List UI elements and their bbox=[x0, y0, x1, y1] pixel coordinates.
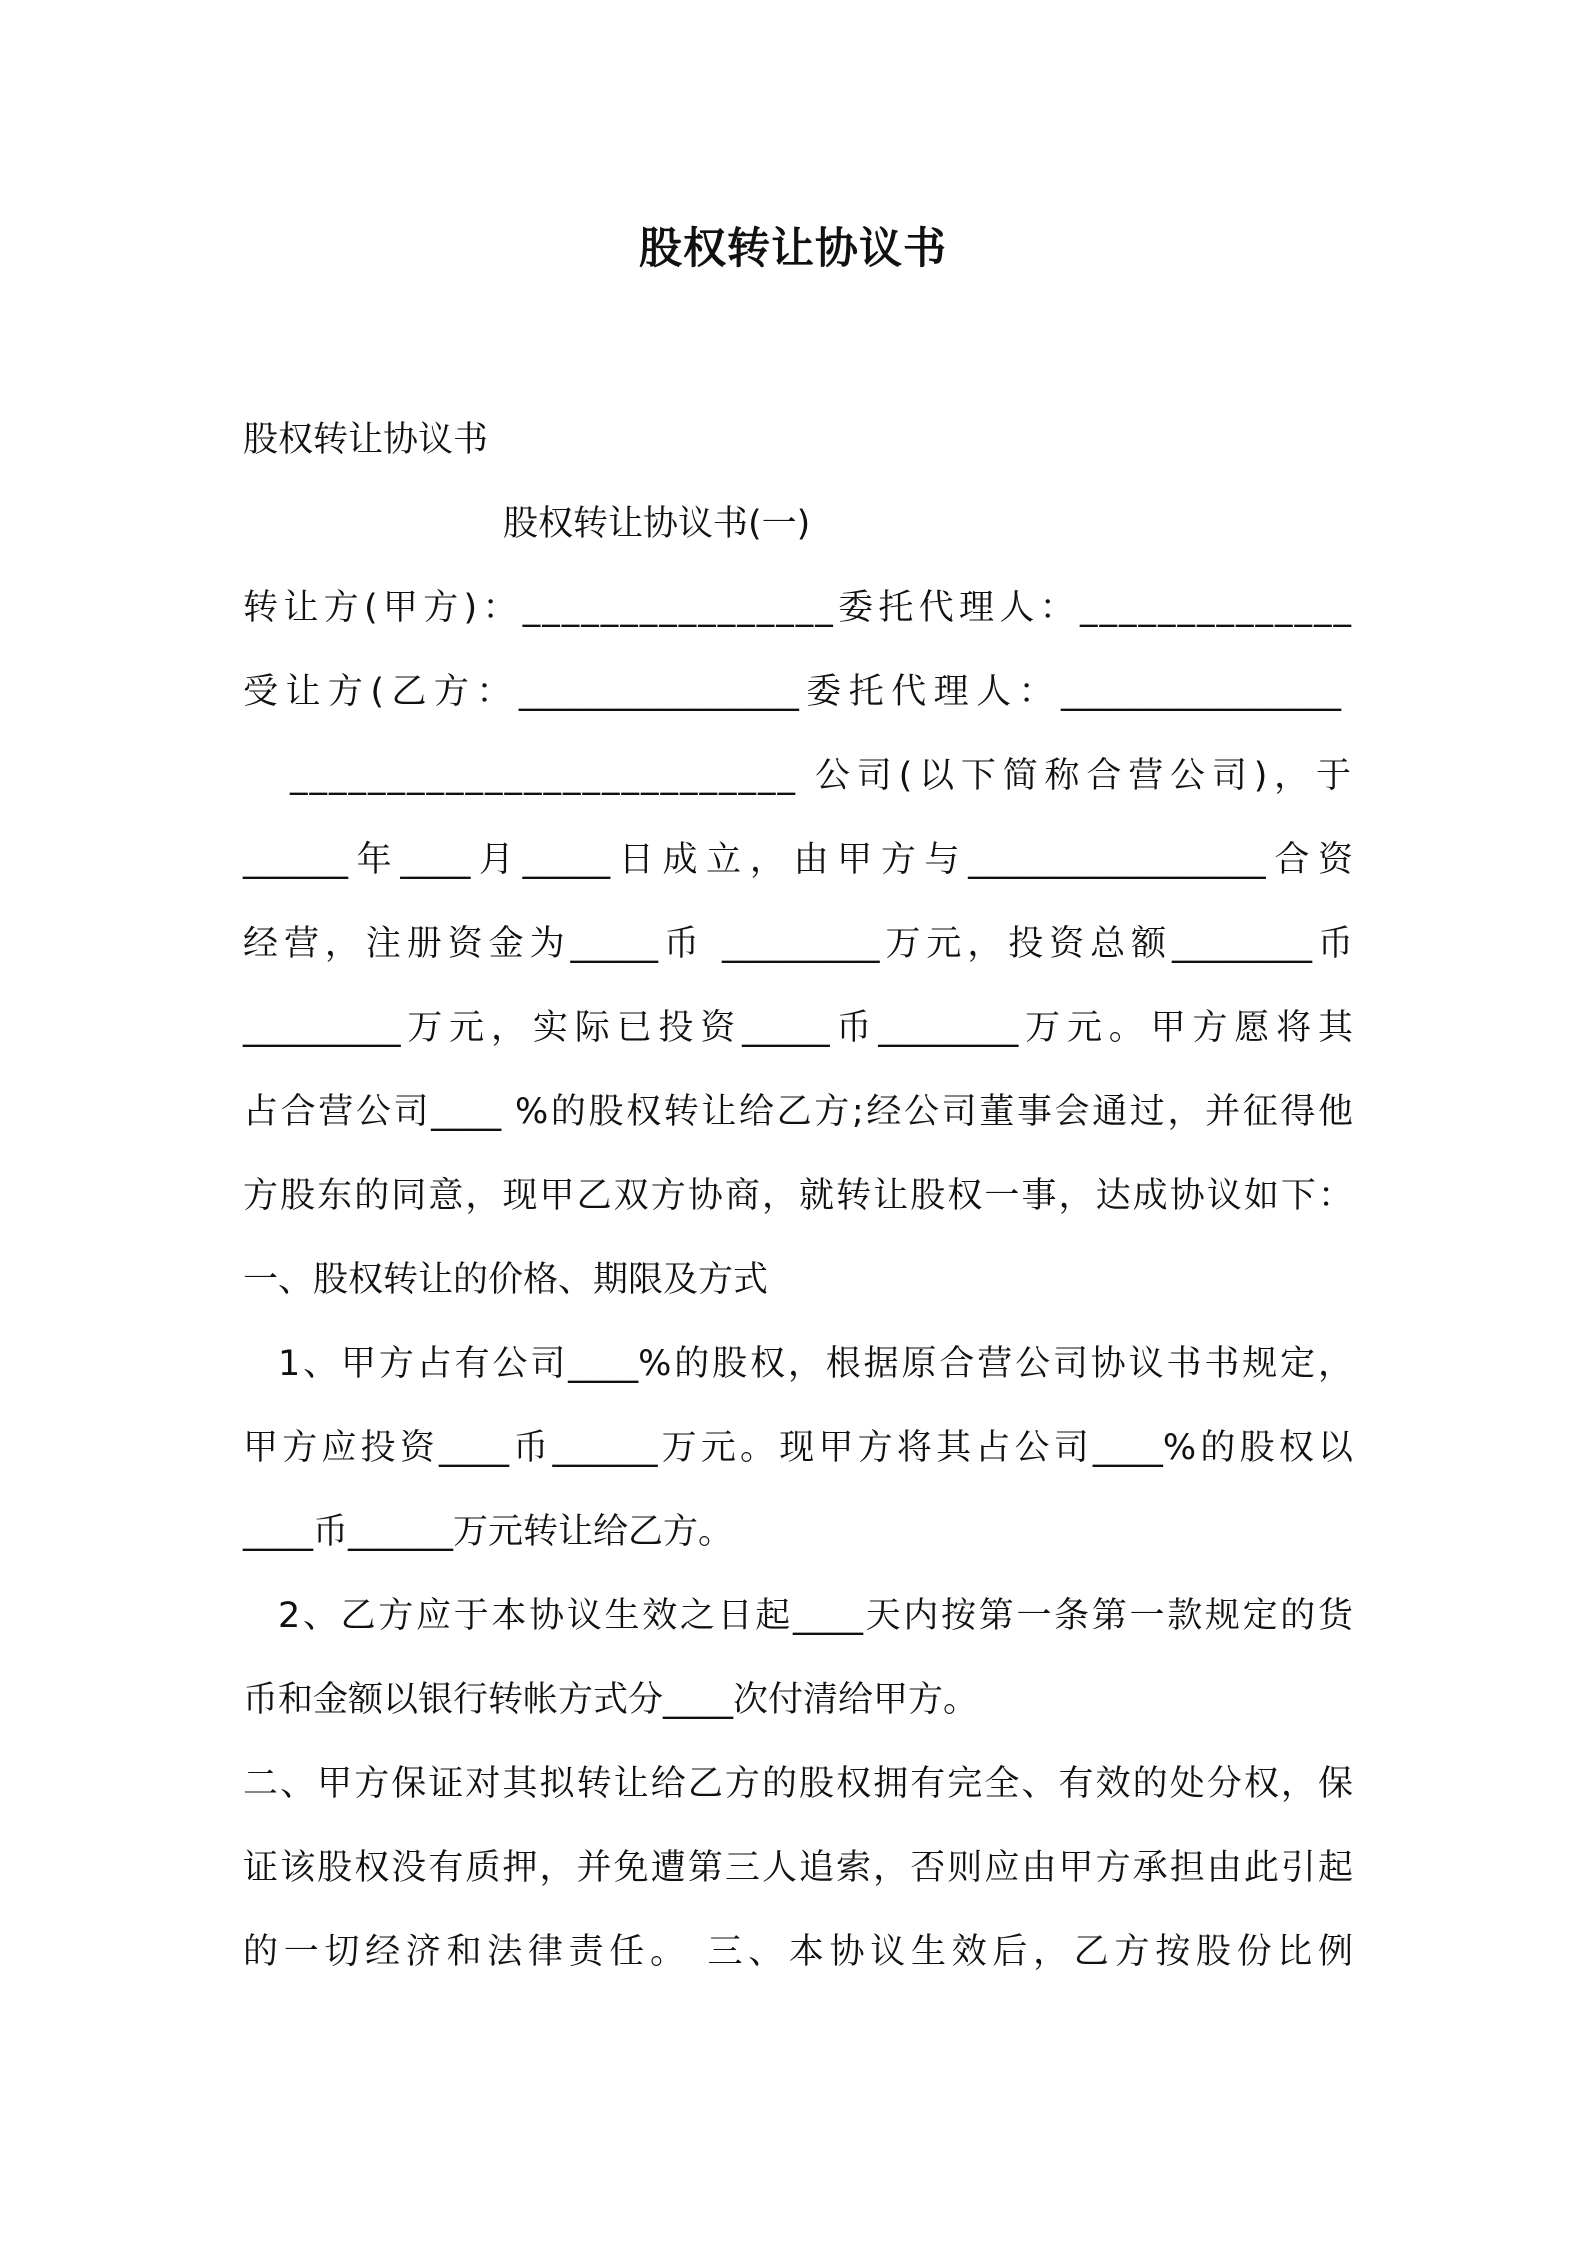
section-heading: 一、股权转让的价格、期限及方式 bbox=[243, 1260, 769, 1300]
section-line: 证该股权没有质押，并免遭第三人追索，否则应由甲方承担由此引起 bbox=[243, 1848, 1353, 1888]
document-title: 股权转让协议书 bbox=[639, 224, 947, 274]
paragraph-line: _________万元，实际已投资_____币________万元。甲方愿将其 bbox=[243, 1008, 1353, 1048]
section-line: 的一切经济和法律责任。 三、本协议生效后，乙方按股份比例 bbox=[243, 1932, 1353, 1972]
paragraph-line: 经营，注册资金为_____币 _________万元，投资总额________币 bbox=[243, 924, 1353, 964]
company-line: __________________________ 公司(以下简称合营公司)，于 bbox=[290, 756, 1353, 796]
paragraph-line: ______年____月_____日成立，由甲方与_________________合资 bbox=[243, 840, 1353, 880]
paragraph-line: 方股东的同意，现甲乙双方协商，就转让股权一事，达成协议如下： bbox=[243, 1176, 1353, 1216]
clause-line: 币和金额以银行转帐方式分____次付清给甲方。 bbox=[243, 1680, 979, 1720]
document-subtitle: 股权转让协议书(一) bbox=[503, 504, 811, 544]
clause-line: 甲方应投资____币______万元。现甲方将其占公司____%的股权以 bbox=[243, 1428, 1353, 1468]
clause-line: 2、乙方应于本协议生效之日起____天内按第一条第一款规定的货 bbox=[278, 1596, 1353, 1636]
paragraph-line: 占合营公司____ %的股权转让给乙方;经公司董事会通过，并征得他 bbox=[243, 1092, 1353, 1132]
clause-line: 1、甲方占有公司____%的股权，根据原合营公司协议书书规定， bbox=[278, 1344, 1353, 1384]
transferor-line: 转让方(甲方)：________________委托代理人：______________ bbox=[243, 588, 1353, 628]
document-heading: 股权转让协议书 bbox=[243, 420, 489, 460]
transferee-line: 受让方(乙方：________________委托代理人：________________ bbox=[243, 672, 1341, 712]
section-line: 二、甲方保证对其拟转让给乙方的股权拥有完全、有效的处分权，保 bbox=[243, 1764, 1353, 1804]
clause-line: ____币______万元转让给乙方。 bbox=[243, 1512, 734, 1552]
